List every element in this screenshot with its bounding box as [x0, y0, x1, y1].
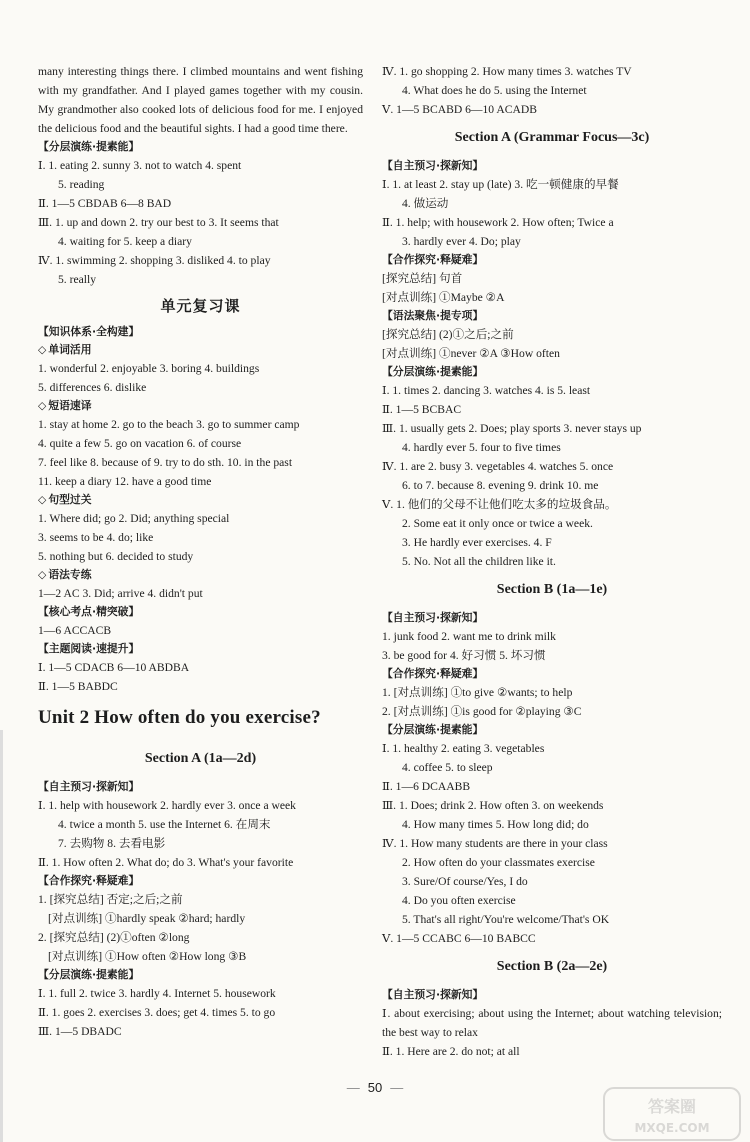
answer-line: 7. 去购物 8. 去看电影: [58, 837, 166, 850]
section-tag: 【分层演练·提素能】: [38, 968, 140, 981]
answer-line: 2. How often do your classmates exercise: [402, 856, 595, 869]
paragraph: many interesting things there. I climbed mountains and went fishing with my grandfather. And I played games together with my cousin. My grandmother also cooked lots of delicious food for me. I enjoyed the delicious food and the beautiful sights. I had a good time there.: [38, 65, 363, 135]
section-heading: Section A (1a—2d): [144, 751, 257, 766]
review-heading: 单元复习课: [160, 297, 241, 315]
answer-line: 1. wonderful 2. enjoyable 3. boring 4. buildings: [38, 362, 260, 375]
diamond-icon: ◇: [38, 493, 47, 506]
subheading-label: 语法专练: [48, 568, 92, 581]
section-tag: 【主题阅读·速提升】: [38, 642, 140, 655]
answer-line: Ⅱ. 1. help; with housework 2. How often; Twice a: [382, 216, 614, 229]
answer-line: 4. coffee 5. to sleep: [402, 761, 493, 774]
answer-line: 3. be good for 4. 好习惯 5. 坏习惯: [382, 649, 546, 662]
answer-line: 11. keep a diary 12. have a good time: [38, 475, 212, 488]
answer-line: 5. No. Not all the children like it.: [402, 555, 556, 568]
answer-line: Ⅰ. 1—5 CDACB 6—10 ABDBA: [38, 661, 190, 674]
answer-line: Ⅳ. 1. How many students are there in your class: [382, 837, 608, 850]
answer-line: Ⅱ. 1. goes 2. exercises 3. does; get 4. times 5. to go: [38, 1006, 276, 1019]
answer-line: Ⅴ. 1—5 CCABC 6—10 BABCC: [382, 932, 536, 945]
answer-line: Ⅲ. 1. up and down 2. try our best to 3. It seems that: [38, 216, 279, 229]
answer-line: 4. 做运动: [402, 197, 449, 210]
section-heading: Section A (Grammar Focus—3c): [454, 130, 650, 145]
answer-line: 1. junk food 2. want me to drink milk: [382, 630, 556, 643]
answer-line: Ⅲ. 1. Does; drink 2. How often 3. on weekends: [382, 799, 604, 812]
section-tag: 【分层演练·提素能】: [38, 140, 140, 153]
answer-line: 4. How many times 5. How long did; do: [402, 818, 589, 831]
page-number: 50: [367, 1080, 383, 1095]
page-number-footer: — 50 —: [346, 1080, 404, 1095]
answer-line: Ⅱ. 1. How often 2. What do; do 3. What's your favorite: [38, 856, 294, 869]
diamond-icon: ◇: [38, 399, 47, 412]
answer-line: 2. Some eat it only once or twice a week.: [402, 517, 593, 530]
subheading-label: 短语速译: [48, 399, 92, 412]
answer-line: Ⅰ. 1. full 2. twice 3. hardly 4. Internet 5. housework: [38, 987, 276, 1000]
answer-line: 3. He hardly ever exercises. 4. F: [402, 536, 552, 549]
subheading: [38, 397, 363, 415]
answer-line: 5. nothing but 6. decided to study: [38, 550, 194, 563]
answer-line: Ⅱ. 1—5 CBDAB 6—8 BAD: [38, 197, 172, 210]
answer-line: [探究总结] 句首: [382, 272, 463, 285]
answer-line: Ⅰ. 1. healthy 2. eating 3. vegetables: [382, 742, 545, 755]
answer-line: 5. differences 6. dislike: [38, 381, 147, 394]
answer-line: Ⅰ. 1. at least 2. stay up (late) 3. 吃一顿健康的早餐: [382, 178, 619, 191]
section-tag: 【语法聚焦·提专项】: [382, 309, 484, 322]
answer-line: 4. twice a month 5. use the Internet 6. 在周末: [58, 818, 271, 831]
right-column: [382, 62, 722, 1061]
answer-line: Ⅳ. 1. go shopping 2. How many times 3. watches TV: [382, 65, 632, 78]
answer-line: 1—6 ACCACB: [38, 624, 112, 637]
answer-line: [对点训练] ①How often ②How long ③B: [48, 950, 247, 963]
subheading-label: 句型过关: [48, 493, 92, 506]
answer-line: Ⅰ. 1. times 2. dancing 3. watches 4. is 5. least: [382, 384, 591, 397]
answer-line: Ⅱ. 1—5 BABDC: [38, 680, 118, 693]
answer-line: [对点训练] ①never ②A ③How often: [382, 347, 560, 360]
subheading: [38, 341, 363, 359]
section-tag: 【核心考点·精突破】: [38, 605, 140, 618]
answer-line: 3. hardly ever 4. Do; play: [402, 235, 521, 248]
answer-line: [对点训练] ①hardly speak ②hard; hardly: [48, 912, 246, 925]
answer-line: 1—2 AC 3. Did; arrive 4. didn't put: [38, 587, 203, 600]
answer-line: 5. really: [58, 273, 96, 286]
answer-line: Ⅳ. 1. are 2. busy 3. vegetables 4. watches 5. once: [382, 460, 614, 473]
section-tag: 【自主预习·探新知】: [38, 780, 140, 793]
section-heading: Section B (2a—2e): [496, 959, 608, 974]
unit-title: Unit 2 How often do you exercise?: [38, 707, 321, 728]
section-tag: 【合作探究·释疑难】: [382, 253, 484, 266]
answer-line: 3. Sure/Of course/Yes, I do: [402, 875, 528, 888]
answer-line: 1. Where did; go 2. Did; anything special: [38, 512, 230, 525]
answer-line: 4. hardly ever 5. four to five times: [402, 441, 561, 454]
answer-line: 7. feel like 8. because of 9. try to do sth. 10. in the past: [38, 456, 293, 469]
answer-line: Ⅳ. 1. swimming 2. shopping 3. disliked 4. to play: [38, 254, 271, 267]
subheading: [38, 491, 363, 509]
answer-line: Ⅰ. 1. eating 2. sunny 3. not to watch 4. spent: [38, 159, 242, 172]
section-tag: 【分层演练·提素能】: [382, 365, 484, 378]
svg-text:MXQE.COM: MXQE.COM: [634, 1121, 710, 1135]
answer-line: Ⅴ. 1—5 BCABD 6—10 ACADB: [382, 103, 537, 116]
left-column: [38, 62, 363, 1041]
answer-line: Ⅲ. 1—5 DBADC: [38, 1025, 122, 1038]
answer-line: 6. to 7. because 8. evening 9. drink 10. me: [402, 479, 599, 492]
answer-line: 1. [探究总结] 否定;之后;之前: [38, 893, 183, 906]
diamond-icon: ◇: [38, 568, 47, 581]
answer-line: 5. That's all right/You're welcome/That's OK: [402, 913, 610, 926]
answer-line: 4. Do you often exercise: [402, 894, 516, 907]
answer-line: Ⅲ. 1. usually gets 2. Does; play sports 3. never stays up: [382, 422, 642, 435]
diamond-icon: ◇: [38, 343, 47, 356]
answer-line: Ⅱ. 1. Here are 2. do not; at all: [382, 1045, 520, 1058]
section-tag: 【知识体系·全构建】: [38, 325, 140, 338]
subheading: [38, 566, 363, 584]
answer-line: Ⅱ. 1—5 BCBAC: [382, 403, 462, 416]
section-tag: 【分层演练·提素能】: [382, 723, 484, 736]
section-tag: 【自主预习·探新知】: [382, 988, 484, 1001]
answer-line: 1. [对点训练] ①to give ②wants; to help: [382, 686, 573, 699]
answer-line: 4. quite a few 5. go on vacation 6. of course: [38, 437, 242, 450]
section-tag: 【自主预习·探新知】: [382, 159, 484, 172]
section-tag: 【自主预习·探新知】: [382, 611, 484, 624]
subheading-label: 单词活用: [48, 343, 92, 356]
answer-line: [探究总结] (2)①之后;之前: [382, 328, 514, 341]
watermark-logo: [602, 1086, 742, 1142]
answer-line: [对点训练] ①Maybe ②A: [382, 291, 505, 304]
answer-line: Ⅱ. 1—6 DCAABB: [382, 780, 471, 793]
section-heading: Section B (1a—1e): [496, 582, 608, 597]
answer-line: 2. [对点训练] ①is good for ②playing ③C: [382, 705, 582, 718]
section-tag: 【合作探究·释疑难】: [382, 667, 484, 680]
answer-line: 4. What does he do 5. using the Internet: [402, 84, 587, 97]
svg-text:答案圈: 答案圈: [647, 1097, 697, 1116]
answer-line: 2. [探究总结] (2)①often ②long: [38, 931, 190, 944]
answer-line: 4. waiting for 5. keep a diary: [58, 235, 192, 248]
answer-line: 1. stay at home 2. go to the beach 3. go to summer camp: [38, 418, 300, 431]
paragraph: Ⅰ. about exercising; about using the Internet; about watching television; the best way to relax: [382, 1007, 722, 1039]
answer-line: 3. seems to be 4. do; like: [38, 531, 154, 544]
answer-line: Ⅰ. 1. help with housework 2. hardly ever 3. once a week: [38, 799, 296, 812]
section-tag: 【合作探究·释疑难】: [38, 874, 140, 887]
answer-line: Ⅴ. 1. 他们的父母不让他们吃太多的垃圾食品。: [382, 498, 617, 511]
answer-line: 5. reading: [58, 178, 105, 191]
